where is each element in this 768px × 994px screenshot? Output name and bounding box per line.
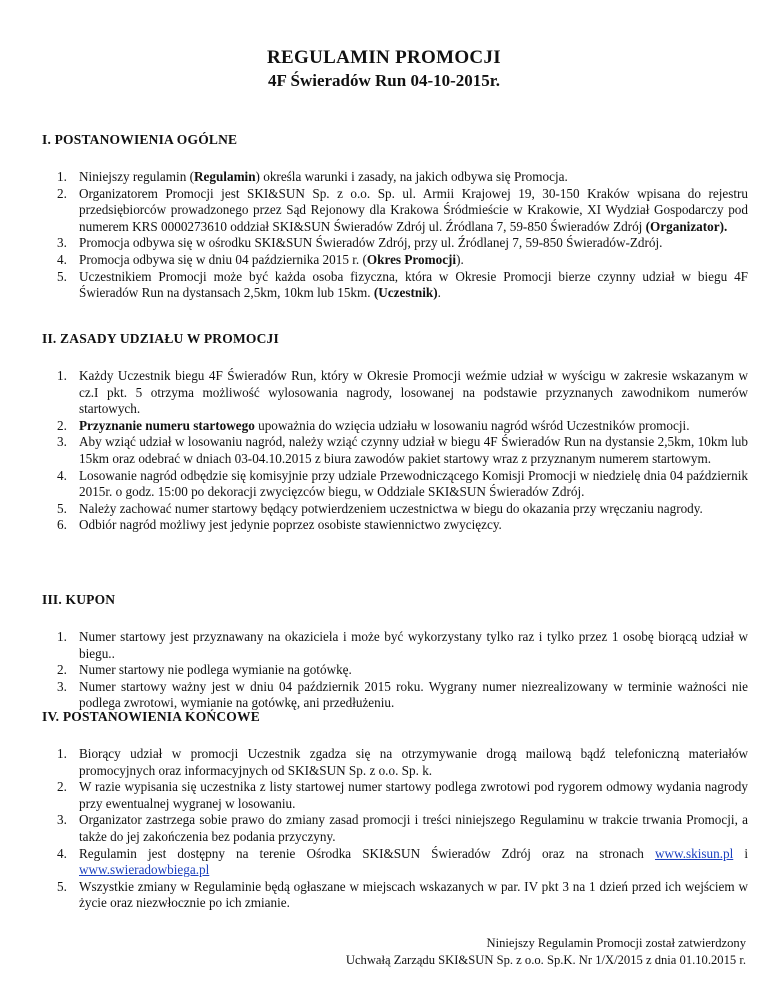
list-item-number: 2.: [57, 185, 67, 201]
section-general-provisions: [42, 132, 748, 302]
item-text: ) określa warunki i zasady, na jakich odbywa się Promocja.: [255, 169, 568, 184]
bold-term: (Organizator).: [645, 218, 728, 234]
section-participation-rules: [42, 331, 748, 534]
list-item-number: 2.: [57, 779, 67, 795]
section-list: [42, 368, 748, 534]
item-text: Regulamin jest dostępny na terenie Ośrodka SKI&SUN Świeradów Zdrój oraz na stronach: [79, 845, 655, 861]
section-heading: II. ZASADY UDZIAŁU W PROMOCJI: [42, 331, 279, 346]
list-item: [42, 629, 748, 662]
list-item-number: 2.: [57, 662, 67, 678]
list-item: [42, 779, 748, 812]
item-text: Wszystkie zmiany w Regulaminie będą ogłaszane w miejscach wskazanych w par. IV pkt 3 na 1 dzień przed ich wejściem w życie oraz niezwłocznie po ich zmianie.: [79, 878, 748, 911]
list-item-number: 6.: [57, 517, 67, 533]
section-heading: I. POSTANOWIENIA OGÓLNE: [42, 132, 238, 147]
list-item: [42, 468, 748, 501]
item-text: .: [437, 285, 441, 301]
section-list: [42, 169, 748, 302]
item-text: Numer startowy nie podlega wymianie na gotówkę.: [79, 662, 352, 678]
bold-term: Przyznanie numeru startowego: [79, 417, 255, 433]
list-item: [42, 812, 748, 845]
section-list: [42, 629, 748, 712]
list-item: [42, 235, 748, 252]
list-item-number: 3.: [57, 434, 67, 450]
item-text: ).: [456, 251, 464, 267]
item-text: Organizator zastrzega sobie prawo do zmiany zasad promocji i treści niniejszego Regulaminu w trakcie trwania Promocji, a także do jej zakończenia bez podania przyczyny.: [79, 812, 748, 844]
bold-term: (Uczestnik): [373, 285, 438, 301]
item-text: Numer startowy jest przyznawany na okaziciela i może być wykorzystany tylko raz i tylko przez 1 osobę biorącą udział w biegu..: [79, 629, 748, 661]
item-text: Niniejszy regulamin (: [79, 169, 194, 184]
list-item: [42, 434, 748, 467]
section-final-provisions: [42, 709, 748, 912]
document-subtitle: 4F Świeradów Run 04-10-2015r.: [267, 71, 501, 90]
list-item-number: 3.: [57, 812, 67, 828]
list-item-number: 4.: [57, 845, 67, 861]
bold-term: Okres Promocji: [366, 251, 457, 267]
list-item-number: 1.: [57, 629, 67, 644]
item-text: upoważnia do wzięcia udziału w losowaniu nagród wśród Uczestników promocji.: [254, 417, 690, 433]
website-link[interactable]: www.swieradowbiega.pl: [79, 862, 210, 878]
item-text: i: [733, 845, 748, 861]
list-item: [42, 662, 748, 679]
section-list: [42, 746, 748, 912]
bold-term: Regulamin: [194, 169, 256, 184]
section-coupon: [42, 592, 748, 712]
list-item-number: 2.: [57, 417, 67, 433]
list-item: [42, 269, 748, 302]
list-item-number: 5.: [57, 500, 67, 516]
list-item: [42, 186, 748, 236]
list-item-number: 3.: [57, 678, 67, 694]
item-text: Biorący udział w promocji Uczestnik zgadza się na otrzymywanie drogą mailową bądź telefoniczną materiałów promocyjnych oraz informacyjnych od SKI&SUN Sp. z o.o. Sp. k.: [79, 746, 748, 778]
list-item-number: 4.: [57, 467, 67, 483]
list-item-number: 4.: [57, 251, 67, 267]
item-text: Numer startowy ważny jest w dniu 04 październik 2015 roku. Wygrany numer niezrealizowany w terminie ważności nie podlega zwrotowi, wymianie na gotówkę, ani przedłużeniu.: [79, 678, 748, 711]
list-item: [42, 679, 748, 712]
list-item: [42, 368, 748, 418]
list-item: [42, 252, 748, 269]
list-item: [42, 746, 748, 779]
item-text: Odbiór nagród możliwy jest jedynie poprzez osobiste stawiennictwo zwycięzcy.: [79, 517, 502, 533]
list-item-number: 1.: [57, 368, 67, 383]
list-item: [42, 846, 748, 879]
item-text: Każdy Uczestnik biegu 4F Świeradów Run, który w Okresie Promocji weźmie udział w wyścigu w zakresie wskazanym w cz.I pkt. 5 otrzyma możliwość wylosowania nagrody, losowanej na podstawie przyznanych zawodnikom numerów startowych.: [79, 368, 748, 417]
list-item: [42, 501, 748, 518]
item-text: W razie wypisania się uczestnika z listy startowej numer startowy podlega zwrotowi pod rygorem odmowy wydania nagrody przy ewentualnej wygranej w losowaniu.: [79, 779, 748, 811]
list-item: [42, 169, 748, 186]
list-item-number: 5.: [57, 878, 67, 894]
item-text: Należy zachować numer startowy będący potwierdzeniem uczestnictwa w biegu do okazania przy wręczaniu nagrody.: [79, 500, 703, 516]
list-item-number: 1.: [57, 746, 67, 761]
list-item-number: 3.: [57, 235, 67, 251]
item-text: Promocja odbywa się w dniu 04 października 2015 r. (: [79, 251, 367, 267]
item-text: Uczestnikiem Promocji może być każda osoba fizyczna, która w Okresie Promocji bierze czynny udział w biegu 4F Świeradów Run na dystansach 2,5km, 10km lub 15km.: [79, 268, 748, 301]
section-heading: III. KUPON: [42, 592, 116, 607]
list-item: [42, 418, 748, 435]
approval-line-1: Niniejszy Regulamin Promocji został zatwierdzony: [486, 936, 746, 950]
approval-line-2: Uchwałą Zarządu SKI&SUN Sp. z o.o. Sp.K. Nr 1/X/2015 z dnia 01.10.2015 r.: [345, 953, 746, 967]
approval-note: [346, 935, 746, 969]
website-link[interactable]: www.skisun.pl: [654, 845, 734, 861]
item-text: Losowanie nagród odbędzie się komisyjnie przy udziale Przewodniczącego Komisji Promocji w niedzielę dnia 04 październik 2015r. o godz. 15:00 po dekoracji zwycięzców biegu, w Oddziale SKI&SUN Świeradów Zdrój.: [79, 467, 748, 500]
list-item: [42, 879, 748, 912]
item-text: Aby wziąć udział w losowaniu nagród, należy wziąć czynny udział w biegu 4F Świeradów Run na dystansie 2,5km, 10km lub 15km oraz odebrać w dniach 03-04.10.2015 z biura zawodów pakiet startowy wraz z przyznanym numerem startowym.: [79, 434, 748, 466]
list-item: [42, 517, 748, 534]
item-text: Promocja odbywa się w ośrodku SKI&SUN Świeradów Zdrój, przy ul. Źródlanej 7, 59-850 Świeradów-Zdrój.: [79, 235, 663, 251]
item-text: Organizatorem Promocji jest SKI&SUN Sp. z o.o. Sp. ul. Armii Krajowej 19, 30-150 Kraków wpisana do rejestru przedsiębiorców prowadzonego przez Sąd Rejonowy dla Krakowa Śródmieście w Krakowie, XI Wydział Gospodarczy pod numerem KRS 0000273610 oddział SKI&SUN Świeradów Zdrój ul. Źródlana 7, 59-850 Świeradów Zdrój: [79, 185, 748, 234]
section-heading: IV. POSTANOWIENIA KOŃCOWE: [42, 709, 260, 724]
list-item-number: 1.: [57, 169, 67, 184]
document-title: REGULAMIN PROMOCJI: [267, 47, 501, 68]
list-item-number: 5.: [57, 268, 67, 284]
